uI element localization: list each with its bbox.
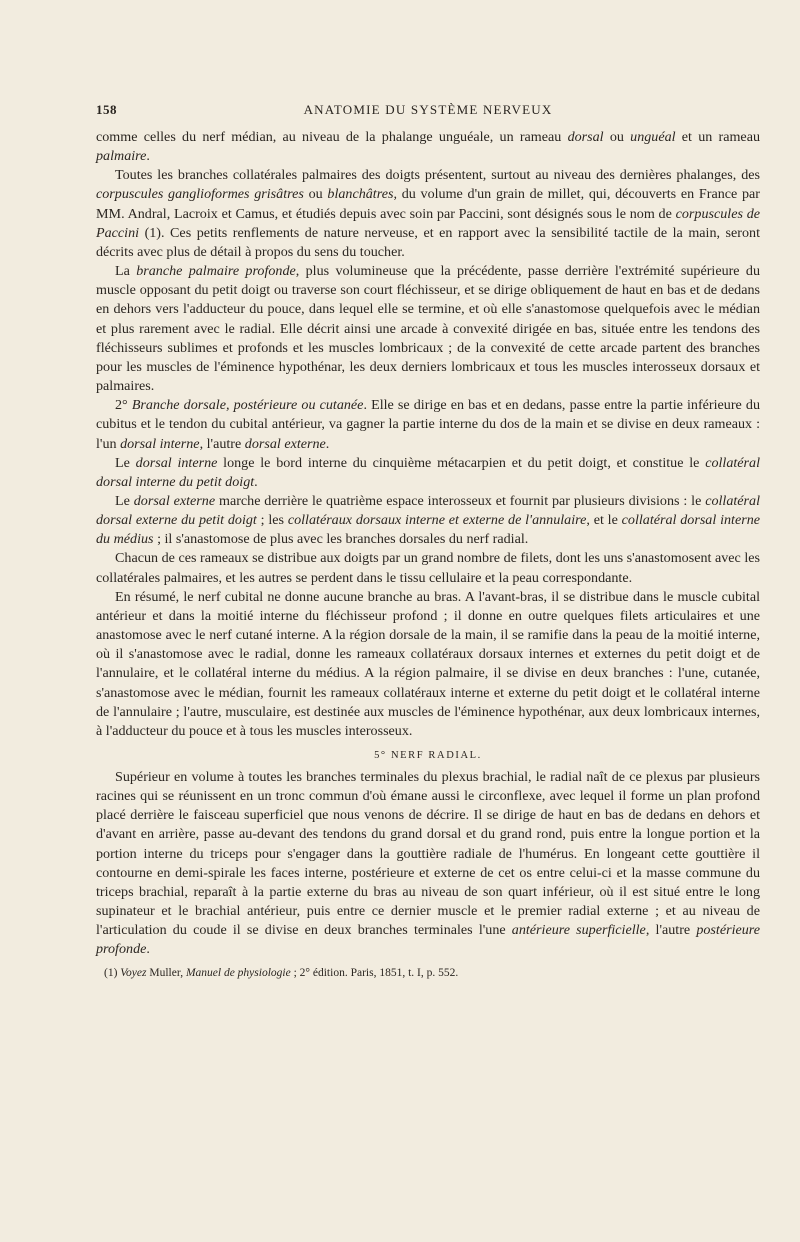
text-run: Supérieur en volume à toutes les branches terminales du plexus brachial, le radial naît de ce plexus par plusieurs racines qui se réunissent en un tronc commun d'où émane aussi le circonflexe, avec lequel il forme un plan profond placé derrière le faisceau superficiel que nous venons de décrire. Il se dirige de haut en bas de dedans en dehors et d'avant en arrière, passe au-devant des tendons du grand dorsal et du grand rond, puis entre la longue portion et la portion interne du triceps pour s'engager dans la gouttière radiale de l'humérus. En longeant cette gouttière il contourne en demi-spirale les faces interne, postérieure et externe de cet os entre celui-ci et la masse commune du triceps brachial, reparaît à la partie externe du bras au niveau de son quart inférieur, où il est situé entre le long supinateur et le brachial antérieur, puis entre ce dernier muscle et le premier radial externe ; et au niveau de l'articulation du coude il se divise en deux branches terminales l'une [96, 769, 760, 939]
text-run: marche derrière le quatrième espace interosseux et fournit par plusieurs divisions : le [215, 492, 706, 509]
italic-term: collatéral dorsal interne du médius [96, 512, 760, 548]
text-run: , plus volumineuse que la précédente, passe derrière l'extrémité supérieure du muscle opposant du petit doigt ou traverse son court fléchisseur, et se dirige obliquement de haut en bas et de dedans en dehors vers l'adducteur du pouce, dans lequel elle se termine, et où elle s'anastomose quelquefois avec le médian et plus rarement avec le radial. Elle décrit ainsi une arcade à convexité dirigée en bas, située entre les tendons des fléchisseurs sublimes et profonds et les muscles lombricaux ; de la convexité de cette arcade partent des branches pour les muscles de l'éminence hypothénar, les deux derniers lombricaux et tous les muscles interosseux dorsaux et palmaires. [96, 263, 760, 395]
text-run: (1) [104, 966, 121, 979]
paragraph [96, 128, 760, 166]
italic-term: dorsal interne [120, 435, 200, 452]
text-run: longe le bord interne du cinquième métacarpien et du petit doigt, et constitue le [217, 454, 706, 471]
italic-term: Voyez [120, 966, 147, 979]
text-run: Le [115, 492, 134, 509]
running-title: ANATOMIE DU SYSTÈME NERVEUX [303, 102, 553, 117]
text-run: Chacun de ces rameaux se distribue aux doigts par un grand nombre de filets, dont les uns s'anastomosent avec les collatérales palmaires, et les autres se perdent dans le tissu cellulaire et la peau correspondante. [96, 550, 760, 586]
paragraph [96, 454, 760, 492]
paragraph [96, 166, 760, 262]
text-run: En résumé, le nerf cubital ne donne aucune branche au bras. A l'avant-bras, il se distribue dans le muscle cubital antérieur et dans la moitié interne du fléchisseur profond ; il donne en outre quelques filets articulaires et une anastomose avec le nerf cutané interne. A la région dorsale de la main, il se ramifie dans la peau de la moitié interne, où il s'anastomose avec le radial, donne les rameaux collatéraux dorsaux internes et externes du petit doigt et de l'annulaire, et le collatéral interne du médius. A la région palmaire, il se divise en deux branches : l'une, cutanée, s'anastomose avec le médian, fournit les rameaux collatéraux interne et externe du petit doigt et le collatéral interne de l'annulaire ; l'autre, musculaire, est destinée aux muscles de l'éminence hypothénar, aux deux lombricaux internes, à l'adducteur du pouce et à tous les muscles interosseux. [96, 588, 760, 739]
section-heading: 5° NERF RADIAL. [374, 750, 482, 761]
italic-term: collatéraux dorsaux interne et externe de l'annulaire [287, 512, 587, 529]
text-run: Muller, [146, 966, 186, 979]
page [96, 96, 760, 981]
italic-term: blanchâtres [327, 186, 394, 203]
italic-term: unguéal [630, 129, 676, 145]
text-run: ou [303, 186, 328, 203]
italic-term: corpuscules ganglioformes grisâtres [96, 186, 304, 203]
text-run: . Elle se dirige en bas et en dedans, passe entre la partie inférieure du cubitus et le tendon du cubital antérieur, va gagner la partie interne du dos de la main et se divise en deux rameaux : l'un [96, 397, 760, 452]
section-paragraph-group [96, 768, 760, 960]
italic-term: postérieure profonde [96, 922, 760, 958]
text-run: , et le [586, 512, 622, 529]
text-run: , du volume d'un grain de millet, qui, découverts en France par MM. Andral, Lacroix et Camus, et étudiés depuis avec soin par Paccini, sont désignés sous le nom de [96, 186, 761, 222]
paragraph [96, 396, 760, 453]
text-run: et un rameau [675, 129, 760, 145]
text-run: . [325, 435, 330, 452]
text-run: ou [603, 129, 631, 145]
italic-term: dorsal interne [135, 454, 218, 471]
text-run: 2° [115, 397, 132, 414]
italic-term: dorsal externe [133, 492, 216, 509]
page-number: 158 [96, 102, 117, 117]
paragraph [96, 492, 760, 549]
italic-term: palmaire [96, 148, 147, 165]
paragraph [96, 768, 760, 960]
italic-term: collatéral dorsal externe du petit doigt [96, 492, 760, 529]
paragraph [96, 262, 760, 396]
body-text [96, 128, 760, 960]
text-run: ; 2° édition. Paris, 1851, t. I, p. 552. [290, 966, 459, 979]
italic-term: collatéral dorsal interne du petit doigt [96, 454, 760, 490]
italic-term: antérieure superficielle [511, 922, 646, 939]
italic-term: branche palmaire profonde [136, 263, 296, 280]
text-run: La [115, 263, 137, 280]
text-run: (1). Ces petits renflements de nature nerveuse, et en rapport avec la sensibilité tactile de la main, seront décrits avec plus de détail à propos du sens du toucher. [96, 224, 760, 260]
text-run: . [146, 941, 150, 958]
text-run: Toutes les branches collatérales palmaires des doigts présentent, surtout au niveau des dernières phalanges, des [115, 167, 760, 184]
text-run: comme celles du nerf médian, au niveau de la phalange unguéale, un rameau [96, 129, 568, 145]
footnote [96, 966, 760, 981]
italic-term: dorsal externe [244, 435, 326, 452]
paragraph [96, 549, 760, 587]
text-run: Le [115, 454, 136, 471]
italic-term: corpuscules de Paccini [96, 205, 760, 241]
text-run: ; il s'anastomose de plus avec les branches dorsales du nerf radial. [153, 531, 529, 548]
paragraph [96, 588, 760, 741]
paragraph-group [96, 128, 760, 741]
text-run: ; les [256, 512, 288, 529]
italic-term: Manuel de physiologie [185, 966, 291, 979]
italic-term: Branche dorsale, postérieure ou cutanée [131, 397, 364, 414]
running-head [96, 96, 760, 120]
text-run: , l'autre [645, 922, 697, 939]
text-run: . [254, 473, 258, 490]
italic-term: dorsal [567, 129, 604, 145]
text-run: . [146, 148, 150, 165]
text-run: , l'autre [199, 435, 245, 452]
